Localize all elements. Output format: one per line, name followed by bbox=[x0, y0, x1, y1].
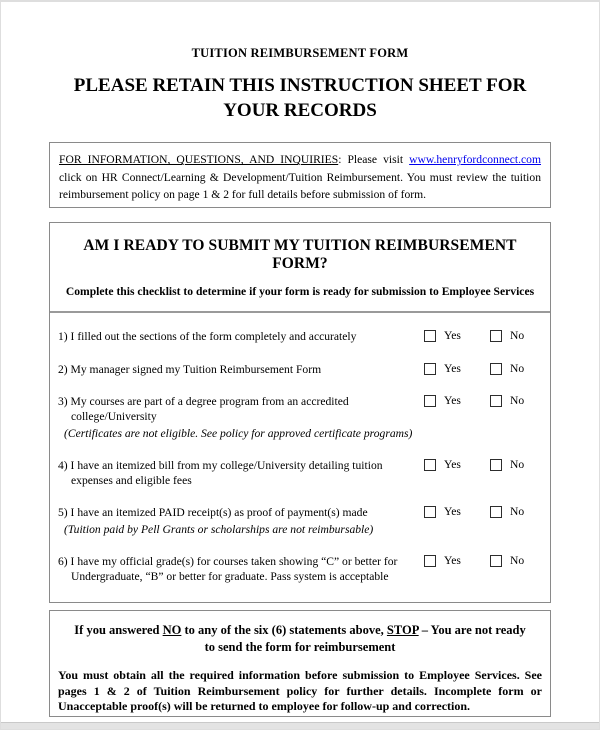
no-label: No bbox=[510, 505, 525, 519]
checklist-row bbox=[58, 362, 546, 377]
form-title: TUITION REIMBURSEMENT FORM bbox=[191, 46, 409, 60]
no-choice bbox=[490, 458, 546, 471]
yes-label: Yes bbox=[444, 457, 461, 471]
stop-instruction-no-underlined: NO bbox=[162, 622, 182, 637]
yes-label: Yes bbox=[444, 505, 461, 519]
yes-label: Yes bbox=[444, 361, 461, 375]
yes-checkbox[interactable] bbox=[424, 330, 436, 342]
info-box bbox=[49, 142, 551, 208]
yes-choice bbox=[424, 458, 490, 471]
no-label: No bbox=[510, 393, 525, 407]
yes-checkbox[interactable] bbox=[424, 395, 436, 407]
checklist-item-statement: 6) I have my official grade(s) for courses taken showing “C” or better for Undergraduate, “B” or better for graduate. Pass system is acceptable bbox=[58, 555, 398, 584]
info-box-lead: FOR INFORMATION, QUESTIONS, AND INQUIRIES bbox=[59, 153, 339, 167]
checklist-row bbox=[58, 505, 546, 537]
checklist-row bbox=[58, 458, 546, 489]
no-checkbox[interactable] bbox=[490, 555, 502, 567]
yes-checkbox[interactable] bbox=[424, 506, 436, 518]
checklist-item-statement: 5) I have an itemized PAID receipt(s) as proof of payment(s) made bbox=[58, 506, 368, 520]
no-choice bbox=[490, 554, 546, 567]
no-checkbox[interactable] bbox=[490, 395, 502, 407]
no-label: No bbox=[510, 554, 525, 568]
info-box-pre-link-text: : Please visit bbox=[338, 153, 410, 167]
checklist-item-text bbox=[58, 554, 424, 585]
checklist-item-note: (Tuition paid by Pell Grants or scholarships are not reimbursable) bbox=[64, 522, 374, 536]
checklist-title: AM I READY TO SUBMIT MY TUITION REIMBURSEMENT FORM? bbox=[83, 237, 517, 273]
no-choice bbox=[490, 505, 546, 518]
stop-instruction-segment: If you answered bbox=[74, 622, 163, 637]
checklist-item-statement: 3) My courses are part of a degree program from an accredited college/University bbox=[58, 394, 349, 424]
checklist-item-text bbox=[58, 329, 424, 344]
checklist-row bbox=[58, 329, 546, 344]
no-label: No bbox=[510, 361, 525, 375]
info-box-post-link-text: click on HR Connect/Learning & Development/Tuition Reimbursement. You must review the tuition reimbursement policy on page 1 & 2 for full details before submission of form. bbox=[59, 170, 541, 202]
checklist-item-statement: 4) I have an itemized bill from my college/University detailing tuition expenses and eligible fees bbox=[58, 458, 383, 488]
no-label: No bbox=[510, 329, 525, 343]
checklist-subtitle: Complete this checklist to determine if your form is ready for submission to Employee Services bbox=[65, 285, 535, 299]
no-checkbox[interactable] bbox=[490, 506, 502, 518]
checklist-item-text bbox=[58, 362, 424, 377]
checklist-row bbox=[58, 554, 546, 585]
yes-choice bbox=[424, 554, 490, 567]
no-checkbox[interactable] bbox=[490, 459, 502, 471]
retain-instruction-heading: PLEASE RETAIN THIS INSTRUCTION SHEET FOR YOUR RECORDS bbox=[73, 75, 527, 121]
checklist-item-note: (Certificates are not eligible. See policy for approved certificate programs) bbox=[64, 426, 413, 440]
no-choice bbox=[490, 362, 546, 375]
yes-choice bbox=[424, 505, 490, 518]
checklist-item-text bbox=[58, 505, 424, 537]
checklist-row bbox=[58, 394, 546, 441]
checklist-item-text bbox=[58, 394, 424, 441]
yes-checkbox[interactable] bbox=[424, 363, 436, 375]
yes-checkbox[interactable] bbox=[424, 459, 436, 471]
stop-instruction-segment: – You are not ready to send the form for reimbursement bbox=[204, 622, 526, 654]
yes-label: Yes bbox=[444, 393, 461, 407]
yes-label: Yes bbox=[444, 554, 461, 568]
page-content bbox=[1, 2, 599, 717]
readiness-checklist-box bbox=[49, 222, 551, 602]
checklist-header bbox=[50, 223, 550, 311]
no-choice bbox=[490, 394, 546, 407]
checklist-rows bbox=[50, 313, 550, 584]
submission-requirements-note: You must obtain all the required information before submission to Employee Services. See pages 1 & 2 of Tuition Reimbursement policy for further details. Incomplete form or Unacceptable proof(s) will be returned to employee for follow-up and correction. bbox=[58, 668, 542, 714]
no-checkbox[interactable] bbox=[490, 363, 502, 375]
stop-warning-box bbox=[49, 610, 551, 718]
page-bottom-edge bbox=[1, 722, 599, 729]
yes-checkbox[interactable] bbox=[424, 555, 436, 567]
stop-instruction-stop-underlined: STOP bbox=[386, 622, 419, 637]
yes-label: Yes bbox=[444, 329, 461, 343]
yes-choice bbox=[424, 329, 490, 342]
no-checkbox[interactable] bbox=[490, 330, 502, 342]
yes-choice bbox=[424, 394, 490, 407]
stop-instruction bbox=[72, 622, 528, 656]
henryfordconnect-link[interactable]: www.henryfordconnect.com bbox=[409, 153, 541, 167]
checklist-item-statement: 2) My manager signed my Tuition Reimbursement Form bbox=[58, 362, 322, 376]
no-label: No bbox=[510, 457, 525, 471]
stop-instruction-segment: to any of the six (6) statements above, bbox=[181, 622, 387, 637]
no-choice bbox=[490, 329, 546, 342]
yes-choice bbox=[424, 362, 490, 375]
checklist-item-statement: 1) I filled out the sections of the form completely and accurately bbox=[58, 330, 357, 344]
checklist-item-text bbox=[58, 458, 424, 489]
